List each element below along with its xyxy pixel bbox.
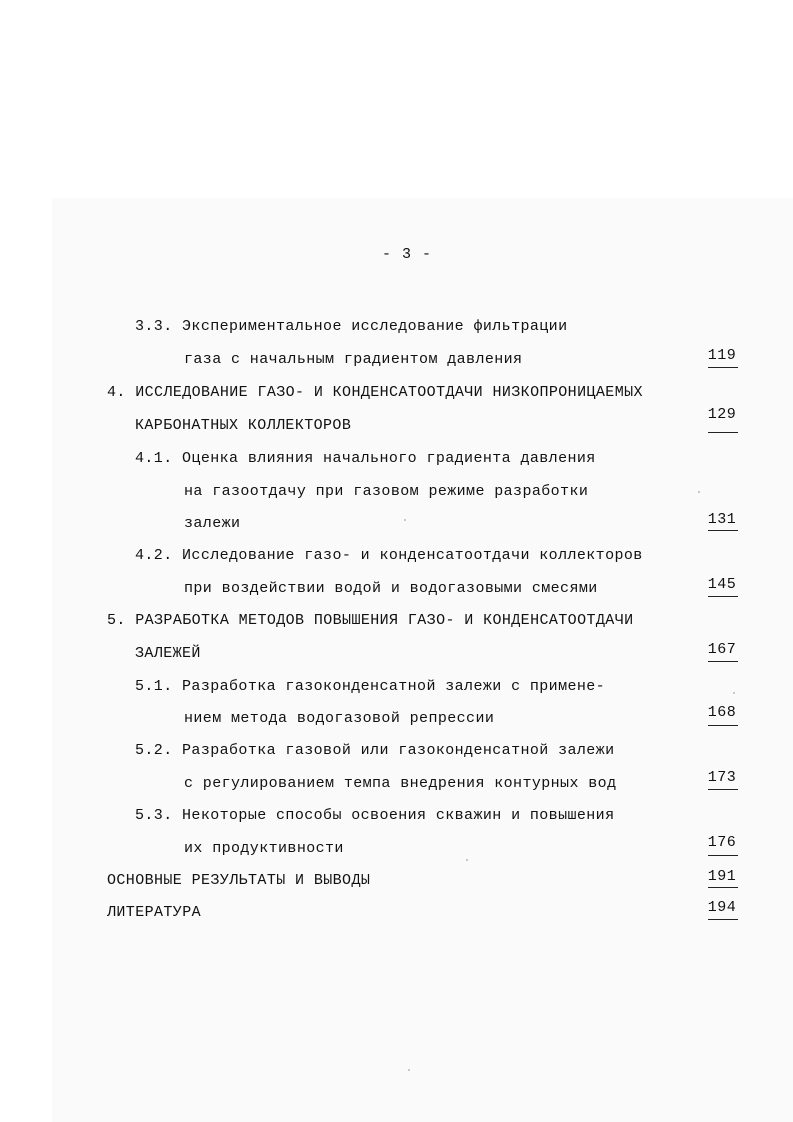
section-title: РАЗРАБОТКА МЕТОДОВ ПОВЫШЕНИЯ ГАЗО- И КОНДЕНСАТООТДАЧИ: [135, 612, 634, 629]
toc-entry-5-2-cont: [184, 775, 616, 793]
page-ref-underline: [708, 725, 738, 726]
section-title: при воздействии водой и водогазовыми смесями: [184, 580, 598, 597]
section-number: 4.: [107, 384, 126, 401]
page-ref-underline: [708, 887, 738, 888]
page-ref-underline: [708, 367, 738, 368]
toc-entry-literature: [107, 904, 201, 922]
section-number: 4.2.: [135, 547, 173, 564]
section-title: залежи: [184, 515, 241, 532]
section-number: 4.1.: [135, 450, 173, 467]
section-title: Экспериментальное исследование фильтрации: [182, 318, 568, 335]
section-title: ИССЛЕДОВАНИЕ ГАЗО- И КОНДЕНСАТООТДАЧИ НИЗКОПРОНИЦАЕМЫХ: [135, 384, 643, 401]
page-ref-167: 167: [707, 641, 737, 658]
section-title: Некоторые способы освоения скважин и повышения: [182, 807, 615, 824]
section-title: их продуктивности: [184, 840, 344, 857]
page-ref-145: 145: [707, 576, 737, 593]
section-number: 3.3.: [135, 318, 173, 335]
page-ref-underline: [708, 855, 738, 856]
scan-speck: [698, 491, 700, 493]
toc-entry-results: [107, 872, 370, 890]
page-ref-underline: [708, 530, 738, 531]
section-title: газа с начальным градиентом давления: [184, 351, 523, 368]
page-ref-131: 131: [707, 511, 737, 528]
page-ref-underline: [708, 432, 738, 433]
toc-entry-5: [107, 612, 634, 630]
page-ref-129: 129: [707, 406, 737, 423]
toc-entry-4-1-cont: [184, 483, 588, 501]
section-title: Разработка газоконденсатной залежи с примене-: [182, 678, 606, 695]
page-ref-168: 168: [707, 704, 737, 721]
toc-entry-4-1: [135, 450, 596, 468]
section-title: ЗАЛЕЖЕЙ: [135, 645, 201, 662]
toc-entry-3-3: [135, 318, 567, 336]
toc-entry-4-1-cont2: [184, 515, 240, 533]
page-ref-119: 119: [707, 347, 737, 364]
section-title: Разработка газовой или газоконденсатной залежи: [182, 742, 615, 759]
section-title: КАРБОНАТНЫХ КОЛЛЕКТОРОВ: [135, 417, 352, 434]
toc-entry-4-cont: [135, 417, 351, 435]
section-number: 5.1.: [135, 678, 173, 695]
toc-entry-5-2: [135, 742, 614, 760]
page-ref-underline: [708, 919, 738, 920]
scan-speck: [404, 519, 406, 521]
section-title: Исследование газо- и конденсатоотдачи коллекторов: [182, 547, 643, 564]
scan-speck: [408, 1069, 410, 1071]
section-title: нием метода водогазовой репрессии: [184, 710, 495, 727]
scan-speck: [466, 859, 468, 861]
toc-entry-4: [107, 384, 643, 402]
section-number: 5.: [107, 612, 126, 629]
section-title: с регулированием темпа внедрения контурных вод: [184, 775, 617, 792]
page-ref-191: 191: [707, 868, 737, 885]
toc-entry-5-1-cont: [184, 710, 494, 728]
section-number: 5.2.: [135, 742, 173, 759]
toc-entry-4-2: [135, 547, 643, 565]
page-ref-underline: [708, 661, 738, 662]
toc-entry-4-2-cont: [184, 580, 598, 598]
section-title: на газоотдачу при газовом режиме разработки: [184, 483, 589, 500]
page-ref-underline: [708, 596, 738, 597]
section-title: Оценка влияния начального градиента давления: [182, 450, 596, 467]
toc-entry-3-3-cont: [184, 351, 522, 369]
section-title: ЛИТЕРАТУРА: [107, 904, 202, 921]
toc-entry-5-cont: [135, 645, 201, 663]
toc-entry-5-3-cont: [184, 840, 344, 858]
toc-entry-5-1: [135, 678, 605, 696]
section-title: ОСНОВНЫЕ РЕЗУЛЬТАТЫ И ВЫВОДЫ: [107, 872, 371, 889]
page-ref-173: 173: [707, 769, 737, 786]
page-ref-194: 194: [707, 899, 737, 916]
page-number: - 3 -: [381, 246, 432, 263]
page-ref-underline: [708, 789, 738, 790]
toc-entry-5-3: [135, 807, 614, 825]
section-number: 5.3.: [135, 807, 173, 824]
page-ref-176: 176: [707, 834, 737, 851]
scan-speck: [733, 692, 735, 694]
